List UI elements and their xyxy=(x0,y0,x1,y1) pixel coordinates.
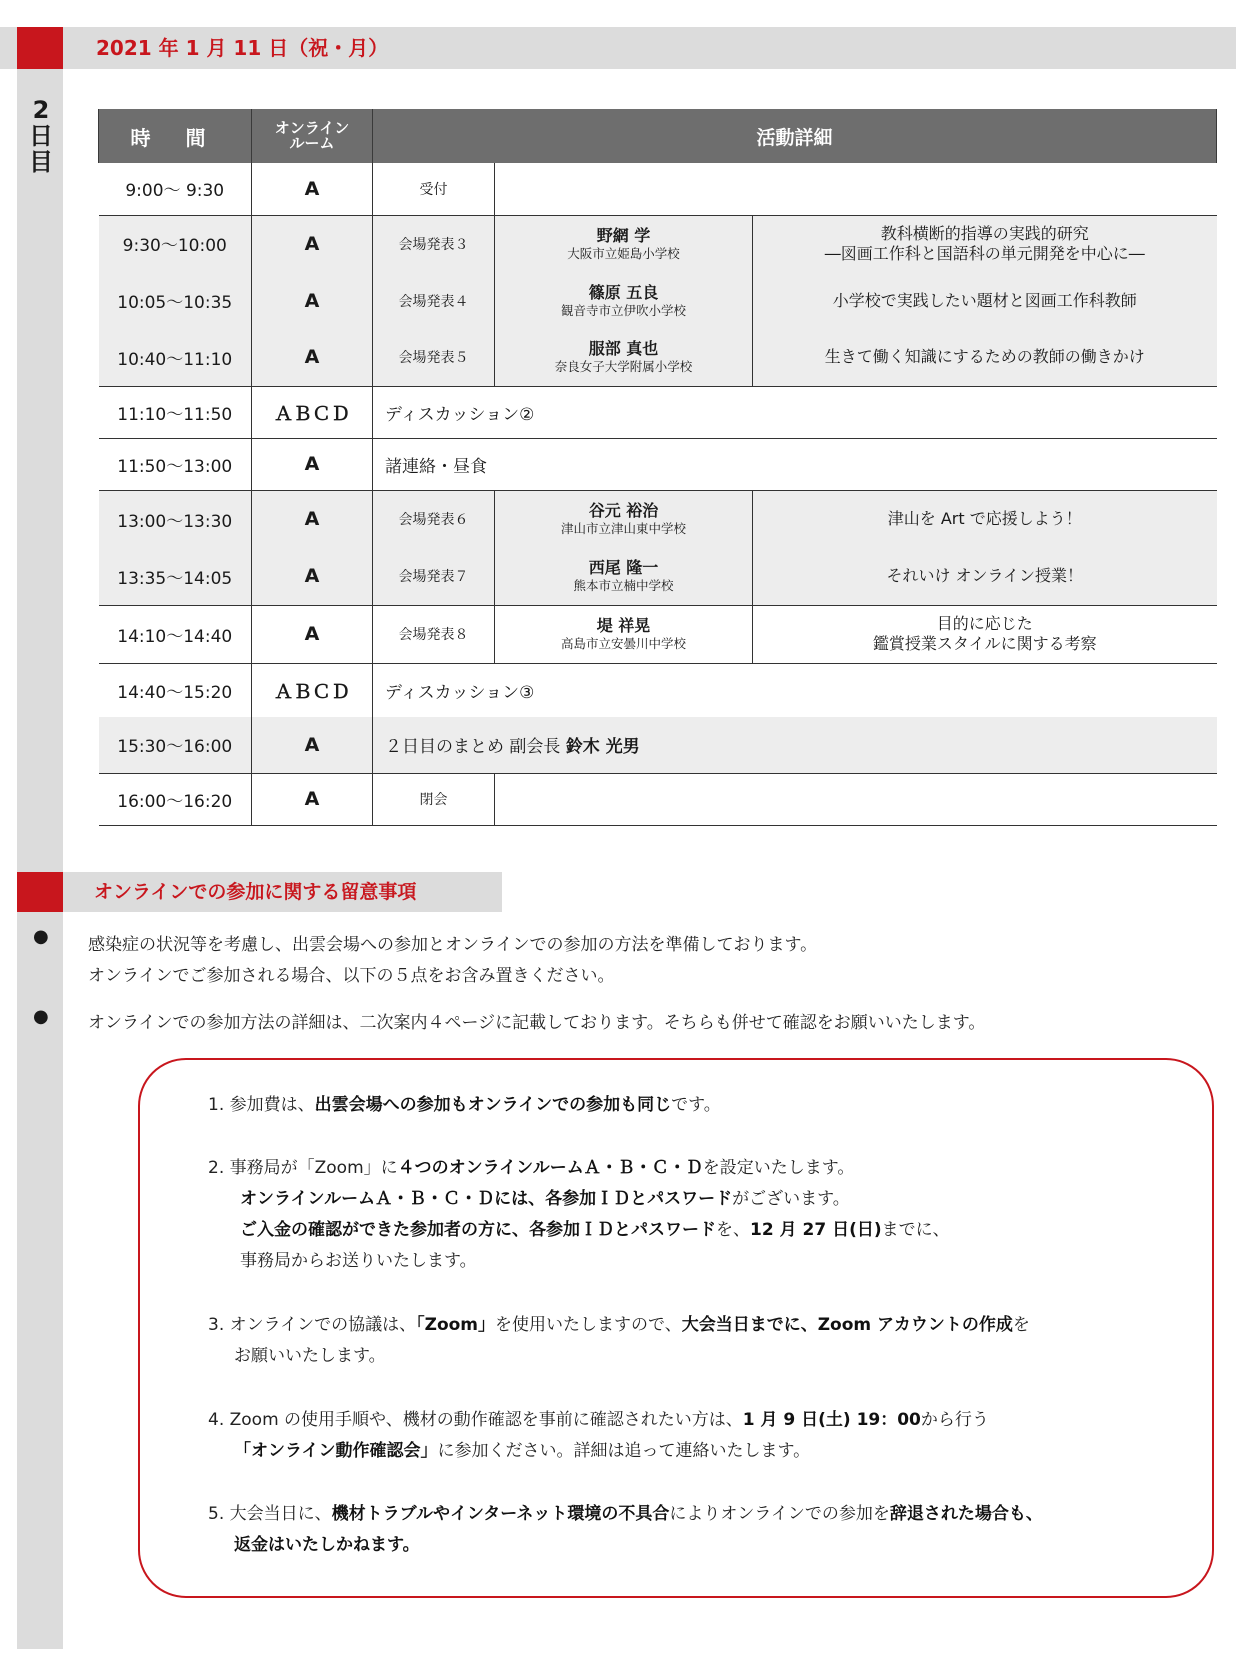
table-row xyxy=(99,773,1217,825)
table-row xyxy=(99,548,1217,605)
presenter-school: 熊本市立楠中学校 xyxy=(573,578,674,594)
header-detail: 活動詳細 xyxy=(373,109,1217,163)
time-cell: 14:40～15:20 xyxy=(99,663,252,717)
room-cell: ＡＢＣＤ xyxy=(252,386,373,438)
time-cell: 16:00～16:20 xyxy=(99,773,252,825)
room-cell: A xyxy=(252,163,373,215)
table-row xyxy=(99,329,1217,386)
room-cell: A xyxy=(252,329,373,386)
activity-cell: 受付 xyxy=(373,163,495,215)
presenter-school: 観音寺市立伊吹小学校 xyxy=(560,302,686,318)
bullet-text: 感染症の状況等を考慮し、出雲会場への参加とオンラインでの参加の方法を準備しております。 オンラインでご参加される場合、以下の５点をお含み置きください。 xyxy=(88,935,818,986)
empty-cell xyxy=(495,163,1217,215)
section-accent xyxy=(17,872,63,912)
room-cell: A xyxy=(252,548,373,605)
table-row xyxy=(99,386,1217,438)
time-cell: 13:00～13:30 xyxy=(99,490,252,548)
day-label: 2 日 目 xyxy=(29,96,53,176)
activity-cell: 諸連絡・昼食 xyxy=(373,438,1217,490)
time-cell: 10:40～11:10 xyxy=(99,329,252,386)
room-cell: A xyxy=(252,490,373,548)
presenter-cell xyxy=(495,605,753,663)
table-row xyxy=(99,490,1217,548)
presenter-name: 西尾 隆一 xyxy=(588,558,659,578)
activity-cell: 会場発表６ xyxy=(373,490,495,548)
presentation-title: 目的に応じた 鑑賞授業スタイルに関する考察 xyxy=(753,605,1217,663)
presenter-name: 服部 真也 xyxy=(588,339,659,359)
presentation-title: 生きて働く知識にするための教師の働きかけ xyxy=(753,329,1217,386)
room-cell: A xyxy=(252,438,373,490)
notice-item: 5. 大会当日に、機材トラブルやインターネット環境の不具合によりオンラインでの参加を辞退された場合も、 返金はいたしかねます。 xyxy=(208,1504,1043,1555)
activity-cell: ディスカッション③ xyxy=(373,663,1217,717)
bullet-text: オンラインでの参加方法の詳細は、二次案内４ページに記載しております。そちらも併せて確認をお願いいたします。 xyxy=(88,1013,986,1033)
empty-cell xyxy=(495,773,1217,825)
activity-cell: 会場発表５ xyxy=(373,329,495,386)
table-row xyxy=(99,717,1217,773)
activity-cell: 会場発表４ xyxy=(373,272,495,329)
time-cell: 11:50～13:00 xyxy=(99,438,252,490)
table-row xyxy=(99,272,1217,329)
room-cell: A xyxy=(252,605,373,663)
time-cell: 14:10～14:40 xyxy=(99,605,252,663)
presenter-cell xyxy=(495,548,753,605)
presenter-school: 大阪市立姫島小学校 xyxy=(567,245,680,261)
notice-item: 1. 参加費は、出雲会場への参加もオンラインでの参加も同じです。 xyxy=(208,1095,721,1115)
notice-item: 3. オンラインでの協議は、「Zoom」を使用いたしますので、大会当日までに、Zoom アカウントの作成を お願いいたします。 xyxy=(208,1315,1030,1366)
presenter-name: 野網 学 xyxy=(596,225,651,245)
presentation-title: 津山を Art で応援しよう！ xyxy=(753,490,1217,548)
table-row xyxy=(99,438,1217,490)
room-cell: A xyxy=(252,773,373,825)
time-cell: 10:05～10:35 xyxy=(99,272,252,329)
bullet-icon: ● xyxy=(33,926,49,947)
presenter-school: 奈良女子大学附属小学校 xyxy=(554,359,693,375)
presenter-school: 津山市立津山東中学校 xyxy=(560,521,686,537)
side-strip xyxy=(17,69,63,1649)
time-cell: 13:35～14:05 xyxy=(99,548,252,605)
presentation-title: それいけ オンライン授業！ xyxy=(753,548,1217,605)
presentation-title: 小学校で実践したい題材と図画工作科教師 xyxy=(753,272,1217,329)
presenter-name: 谷元 裕治 xyxy=(588,501,659,521)
room-cell: ＡＢＣＤ xyxy=(252,663,373,717)
time-cell: 15:30～16:00 xyxy=(99,717,252,773)
presenter-cell xyxy=(495,490,753,548)
room-cell: A xyxy=(252,717,373,773)
room-cell: A xyxy=(252,215,373,272)
presenter-name: 篠原 五良 xyxy=(588,282,659,302)
activity-cell: 会場発表８ xyxy=(373,605,495,663)
time-cell: 9:00～ 9:30 xyxy=(99,163,252,215)
presenter-name: 堤 祥晃 xyxy=(596,616,651,635)
activity-cell: 閉会 xyxy=(373,773,495,825)
notice-item: 2. 事務局が「Zoom」に４つのオンラインルームＡ・Ｂ・Ｃ・Ｄを設定いたします。 オンラインルームＡ・Ｂ・Ｃ・Ｄには、各参加ＩＤとパスワードがございます。 ご入金の確認ができた参加者の方に、各参加ＩＤとパスワードを、12 月 27 日(日)までに、 事務局からお送りいたします。 xyxy=(208,1158,950,1271)
table-row xyxy=(99,163,1217,215)
table-header-row xyxy=(99,109,1217,163)
event-date: 2021 年 1 月 11 日（祝・月） xyxy=(96,36,389,60)
schedule-table xyxy=(98,109,1217,826)
time-cell: 11:10～11:50 xyxy=(99,386,252,438)
header-time: 時 間 xyxy=(99,109,252,163)
table-row xyxy=(99,605,1217,663)
presenter-cell xyxy=(495,329,753,386)
activity-cell: ２日目のまとめ 副会長 鈴木 光男 xyxy=(373,717,1217,773)
presenter-school: 高島市立安曇川中学校 xyxy=(560,636,686,651)
presenter-cell xyxy=(495,272,753,329)
room-cell: A xyxy=(252,272,373,329)
presentation-title: 教科横断的指導の実践的研究 ―図画工作科と国語科の単元開発を中心に― xyxy=(753,215,1217,272)
activity-cell: 会場発表３ xyxy=(373,215,495,272)
table-row xyxy=(99,663,1217,717)
table-row xyxy=(99,215,1217,272)
section-title: オンラインでの参加に関する留意事項 xyxy=(94,881,417,903)
header-accent xyxy=(17,27,63,69)
activity-cell: 会場発表７ xyxy=(373,548,495,605)
header-room: オンライン ルーム xyxy=(252,109,373,163)
time-cell: 9:30～10:00 xyxy=(99,215,252,272)
notice-item: 4. Zoom の使用手順や、機材の動作確認を事前に確認されたい方は、1 月 9 日(土) 19：00から行う 「オンライン動作確認会」に参加ください。詳細は追って連絡いたします。 xyxy=(208,1410,989,1461)
activity-cell: ディスカッション② xyxy=(373,386,1217,438)
presenter-cell xyxy=(495,215,753,272)
bullet-icon: ● xyxy=(33,1006,49,1027)
